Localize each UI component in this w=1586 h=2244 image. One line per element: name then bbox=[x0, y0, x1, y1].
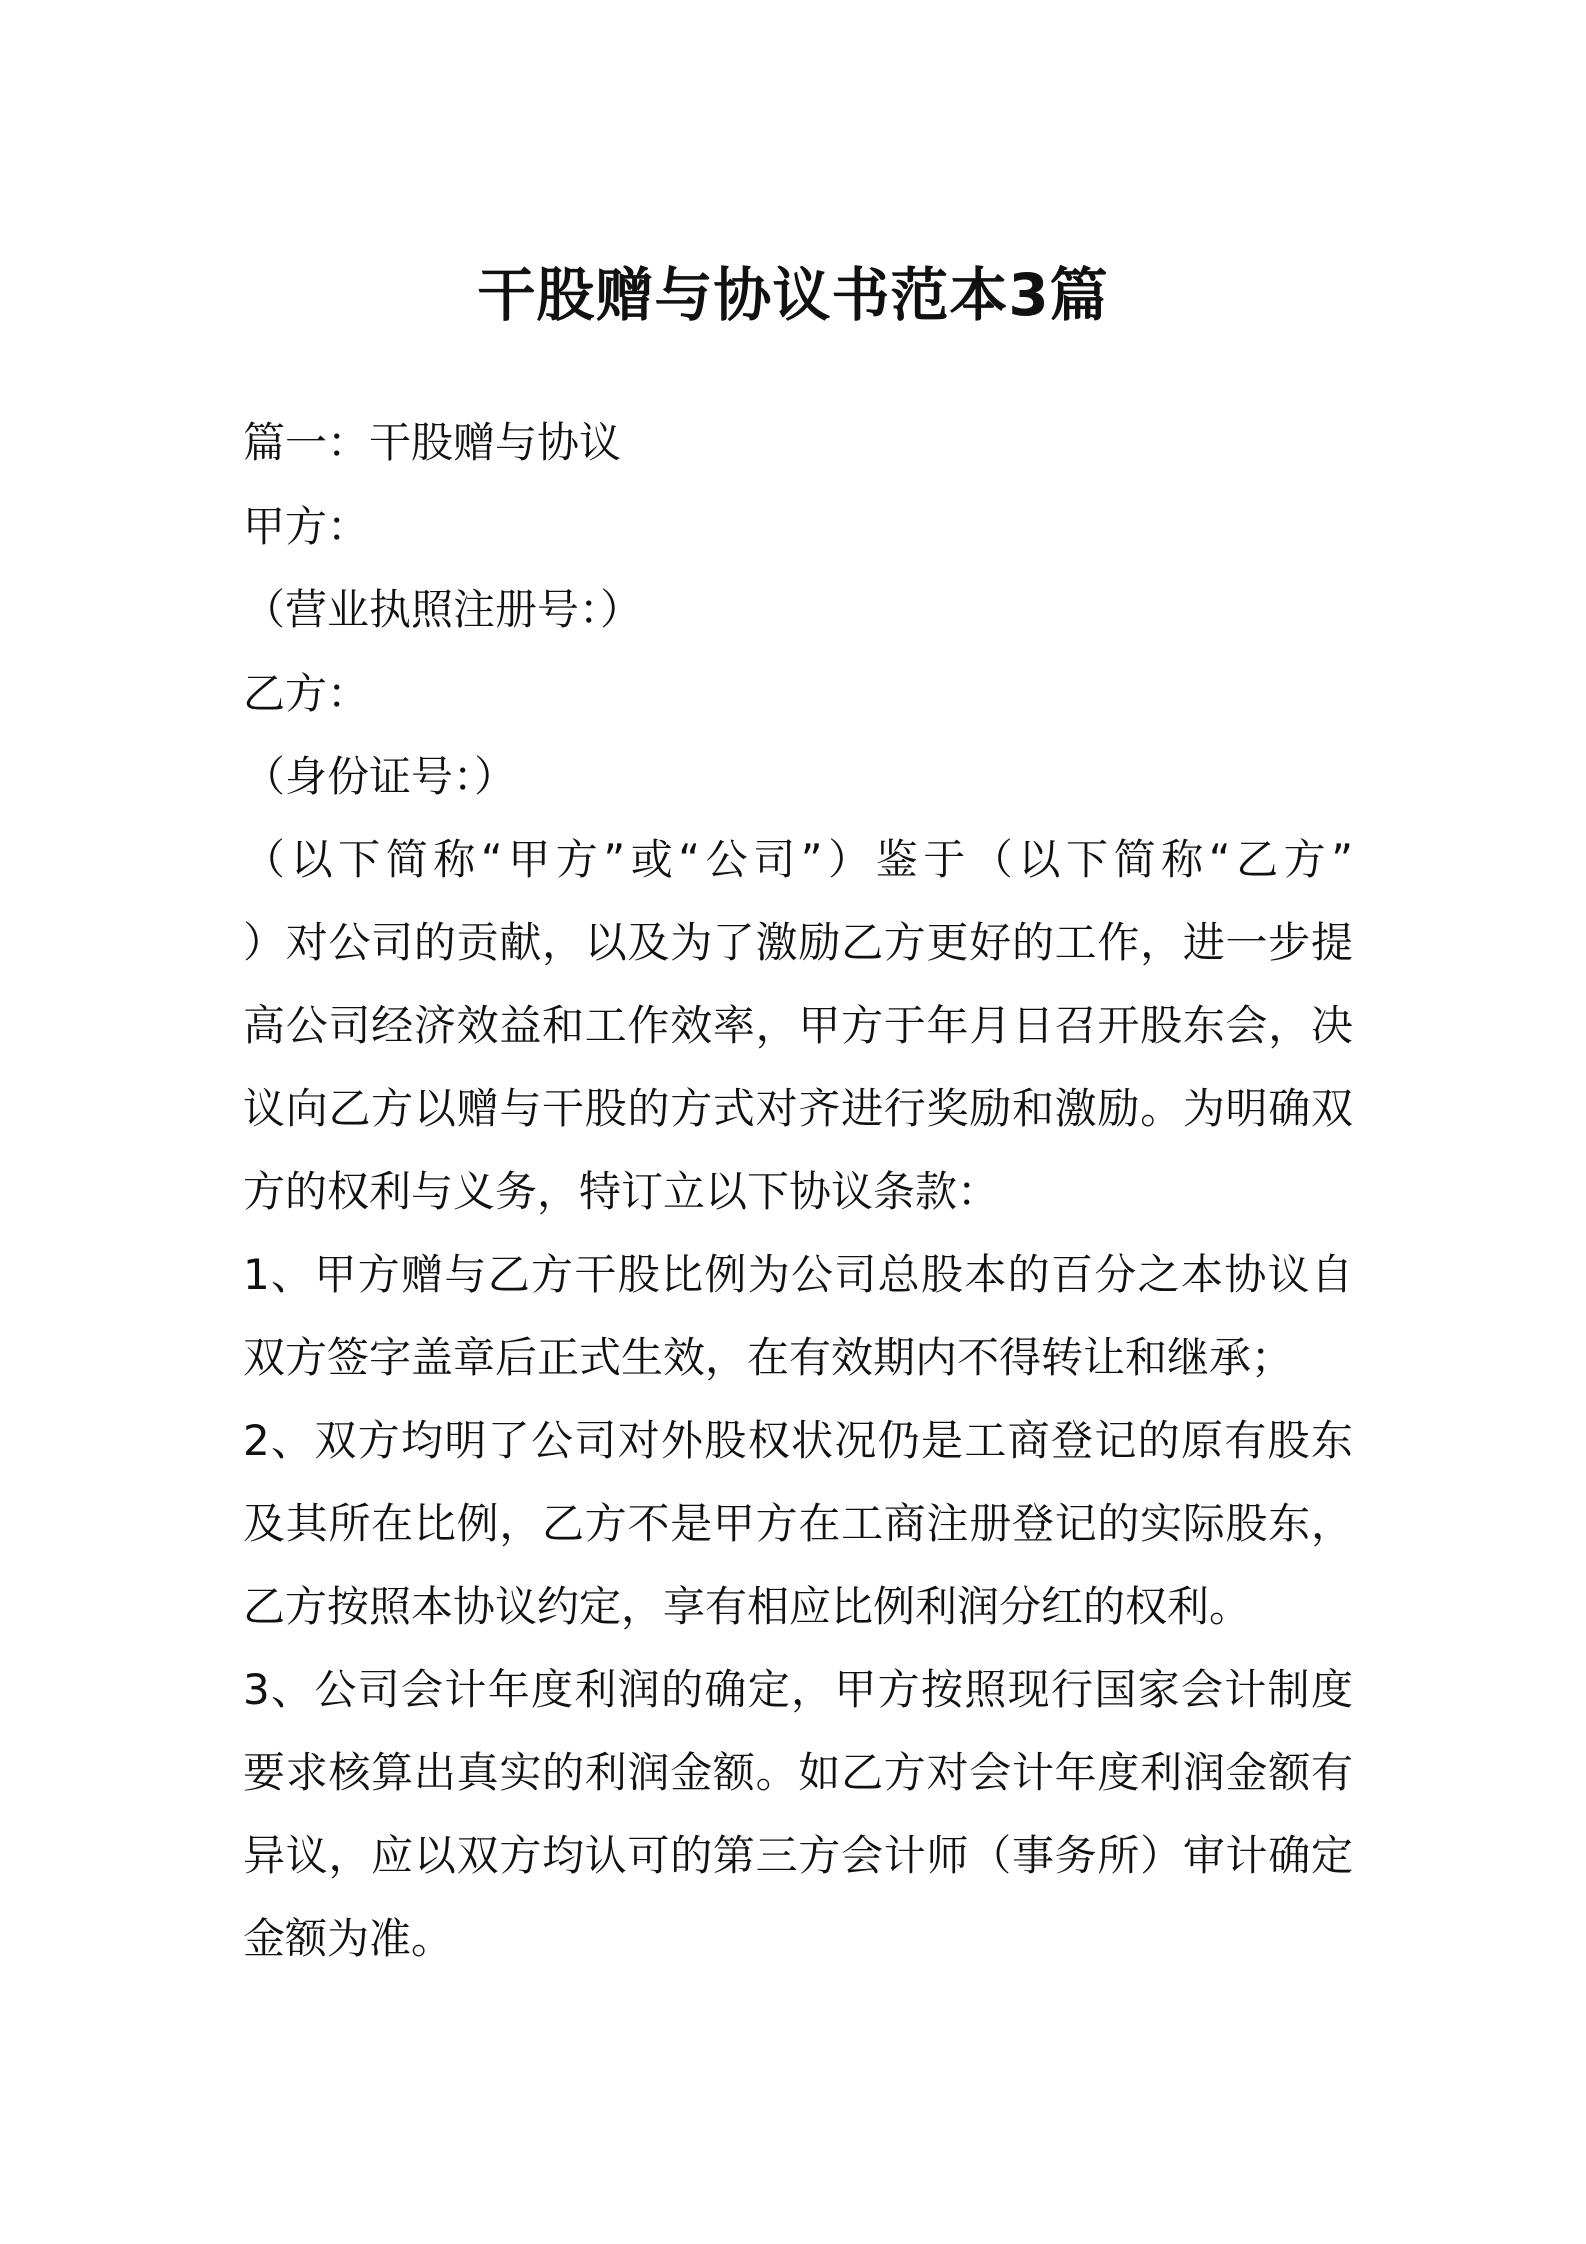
clause-3-cont: 异议，应以双方均认可的第三方会计师（事务所）审计确定 bbox=[243, 1831, 1353, 1880]
clause-2-cont: 及其所在比例，乙方不是甲方在工商注册登记的实际股东， bbox=[243, 1499, 1353, 1548]
party-b-id: （身份证号：） bbox=[243, 752, 517, 801]
body-line: ）对公司的贡献，以及为了激励乙方更好的工作，进一步提 bbox=[243, 918, 1353, 967]
party-b-label: 乙方： bbox=[243, 669, 370, 718]
document-title: 干股赠与协议书范本3篇 bbox=[477, 261, 1109, 329]
clause-1: 1、甲方赠与乙方干股比例为公司总股本的百分之本协议自 bbox=[243, 1250, 1353, 1299]
clause-1-cont: 双方签字盖章后正式生效，在有效期内不得转让和继承； bbox=[243, 1333, 1294, 1382]
clause-2-cont: 乙方按照本协议约定，享有相应比例利润分红的权利。 bbox=[243, 1582, 1252, 1631]
clause-3-cont: 金额为准。 bbox=[243, 1914, 454, 1963]
clause-3-cont: 要求核算出真实的利润金额。如乙方对会计年度利润金额有 bbox=[243, 1748, 1353, 1797]
body-line: 方的权利与义务，特订立以下协议条款： bbox=[243, 1167, 1000, 1216]
section-heading: 篇一：干股赠与协议 bbox=[243, 418, 622, 467]
clause-2: 2、双方均明了公司对外股权状况仍是工商登记的原有股东 bbox=[243, 1416, 1353, 1465]
party-a-label: 甲方： bbox=[243, 502, 370, 551]
body-line: （以下简称“甲方”或“公司”）鉴于（以下简称“乙方” bbox=[243, 835, 1353, 884]
body-line: 议向乙方以赠与干股的方式对齐进行奖励和激励。为明确双 bbox=[243, 1084, 1353, 1133]
clause-3: 3、公司会计年度利润的确定，甲方按照现行国家会计制度 bbox=[243, 1665, 1353, 1714]
body-line: 高公司经济效益和工作效率，甲方于年月日召开股东会，决 bbox=[243, 1001, 1353, 1050]
party-a-registration: （营业执照注册号：） bbox=[243, 585, 643, 634]
